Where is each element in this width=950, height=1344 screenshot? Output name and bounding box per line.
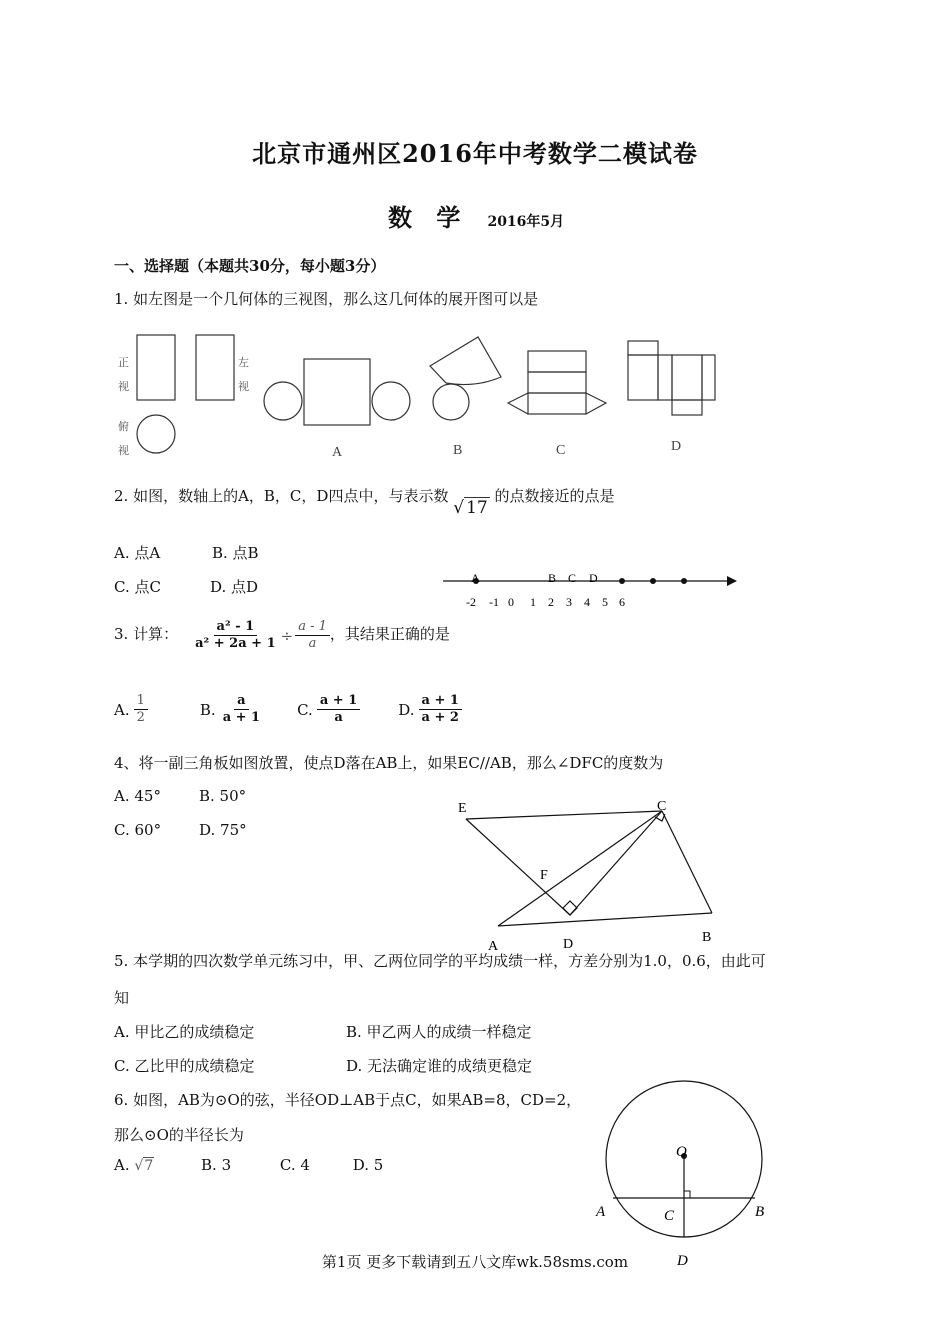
q4-option-d: D. 75° xyxy=(199,821,247,839)
q1-stem: 1. 如左图是一个几何体的三视图，那么这几何体的展开图可以是 xyxy=(114,290,539,308)
subject-heading xyxy=(388,198,564,233)
point-dot-5 xyxy=(619,578,625,584)
tick-label: 6 xyxy=(619,595,625,609)
q6-stem-line1: 6. 如图，AB为⊙O的弦，半径OD⊥AB于点C，如果AB=8，CD=2， xyxy=(114,1091,582,1109)
label-c: C xyxy=(657,799,667,814)
option-d-net xyxy=(628,341,715,415)
option-a-net xyxy=(264,359,410,425)
q5-stem-line2: 知 xyxy=(114,989,130,1007)
label-b: B xyxy=(755,1204,765,1220)
q2-stem-pre: 2. 如图，数轴上的A，B，C，D四点中，与表示数 xyxy=(114,487,449,505)
label-o: O xyxy=(676,1144,687,1160)
segment-ec xyxy=(466,811,662,819)
exam-date: 2016年5月 xyxy=(487,214,565,230)
tick-label: 3 xyxy=(566,595,572,609)
q3-stem xyxy=(114,620,450,652)
label-c: C xyxy=(664,1208,675,1224)
q4-option-a: A. 45° xyxy=(114,787,161,805)
q2-option-c: C. 点C xyxy=(114,578,161,596)
q2-option-b: B. 点B xyxy=(212,544,259,562)
option-b-net xyxy=(430,337,501,420)
q2-number-line xyxy=(440,565,740,615)
q3-div-sign: ÷ xyxy=(280,626,294,645)
tick-label: 1 xyxy=(530,595,536,609)
segment-cd xyxy=(570,811,662,915)
label-f: F xyxy=(540,868,548,883)
segment-cb xyxy=(662,811,712,913)
q2-option-a: A. 点A xyxy=(114,544,161,562)
view-top-char2: 视 xyxy=(118,445,129,457)
q4-option-b: B. 50° xyxy=(199,787,247,805)
q3-option-c-den: a xyxy=(334,710,343,726)
q3-option-a-num: 1 xyxy=(134,694,148,710)
q3-option-c-num: a + 1 xyxy=(317,694,360,710)
q1-figures xyxy=(110,330,730,465)
right-angle-d xyxy=(563,901,577,915)
q2-sqrt: √ 17 xyxy=(453,498,488,518)
label-a: A xyxy=(488,939,499,954)
footer-text: 第1页 更多下载请到五八文库wk.58sms.com xyxy=(321,1253,629,1271)
q3-frac1-num: a² - 1 xyxy=(214,620,258,636)
q3-option-c-frac xyxy=(317,694,360,726)
point-dot-7 xyxy=(681,578,687,584)
axis-letter-c: C xyxy=(568,571,577,585)
view-left-char1: 左 xyxy=(238,357,249,369)
tick-label: 5 xyxy=(602,595,608,609)
q6-stem-line2: 那么⊙O的半径长为 xyxy=(114,1126,244,1144)
view-top-char1: 俯 xyxy=(118,421,129,433)
segment-ed xyxy=(466,819,570,915)
q2-radicand: 17 xyxy=(466,498,488,518)
q6-option-b: B. 3 xyxy=(201,1156,232,1174)
q3-options xyxy=(114,694,462,726)
q2-option-d: D. 点D xyxy=(210,578,259,596)
q3-fraction-1 xyxy=(192,620,279,652)
q2-stem-post: 的点数接近的点是 xyxy=(494,487,615,505)
label-b: B xyxy=(702,930,712,945)
view-left-char2: 视 xyxy=(238,381,249,393)
q3-frac1-den: a² + 2a + 1 xyxy=(195,636,276,652)
q3-option-d-label: D. xyxy=(398,700,415,719)
axis-arrow xyxy=(727,576,737,586)
q3-option-b-frac xyxy=(220,694,263,726)
option-c-label: C xyxy=(556,443,566,458)
tick-label: -1 xyxy=(489,595,499,609)
option-a-label: A xyxy=(332,445,343,460)
q3-option-a-label: A. xyxy=(114,700,130,719)
q4-stem: 4、将一副三角板如图放置，使点D落在AB上，如果EC//AB，那么∠DFC的度数为 xyxy=(114,754,664,772)
option-b-label: B xyxy=(453,443,463,458)
label-e: E xyxy=(458,801,467,816)
q3-option-b-den: a + 1 xyxy=(222,710,261,726)
axis-letter-a: A xyxy=(471,571,480,585)
view-front-char2: 视 xyxy=(118,381,129,393)
q2-stem xyxy=(114,485,615,518)
q3-option-b-label: B. xyxy=(199,700,216,719)
q3-option-c-label: C. xyxy=(297,700,313,719)
q4-triangle-figure xyxy=(450,790,730,955)
q5-stem-line1: 5. 本学期的四次数学单元练习中，甲、乙两位同学的平均成绩一样，方差分别为1.0，0.6，由此可 xyxy=(114,952,766,970)
q3-fraction-2 xyxy=(295,620,330,652)
q5-option-d: D. 无法确定谁的成绩更稳定 xyxy=(346,1057,533,1075)
q3-option-b-num: a xyxy=(234,694,248,710)
tick-label: 0 xyxy=(508,595,514,609)
top-view-circle xyxy=(137,415,175,453)
q6-option-a-sqrt: √7 xyxy=(134,1158,154,1174)
front-view-rect xyxy=(137,335,175,400)
q6-option-c: C. 4 xyxy=(279,1156,310,1174)
q3-option-d-den: a + 2 xyxy=(421,710,459,726)
q1-three-views xyxy=(137,335,234,453)
tick-label: 4 xyxy=(584,595,590,609)
point-dot-6 xyxy=(650,578,656,584)
page-title: 北京市通州区2016年中考数学二模试卷 xyxy=(252,139,698,168)
segment-ac xyxy=(498,811,662,926)
q6-options xyxy=(114,1156,383,1174)
q5-option-a: A. 甲比乙的成绩稳定 xyxy=(114,1023,255,1041)
q6-option-d: D. 5 xyxy=(352,1156,384,1174)
q6-circle-figure xyxy=(590,1080,780,1275)
q6-option-a-label: A. xyxy=(114,1156,130,1174)
tick-label: -2 xyxy=(466,595,476,609)
axis-letter-d: D xyxy=(589,571,598,585)
label-a: A xyxy=(596,1204,606,1220)
axis-letter-b: B xyxy=(548,571,557,585)
q3-stem-post: ，其结果正确的是 xyxy=(329,625,450,643)
view-front-char1: 正 xyxy=(118,357,129,369)
q3-label: 3. 计算： xyxy=(114,625,179,643)
right-angle-c xyxy=(684,1191,690,1198)
q3-option-d-num: a + 1 xyxy=(419,694,462,710)
q3-frac2-num: a - 1 xyxy=(295,620,330,636)
label-d: D xyxy=(563,937,574,952)
option-d-label: D xyxy=(671,439,682,454)
section-heading: 一、选择题（本题共30分，每小题3分） xyxy=(114,257,386,275)
q5-option-c: C. 乙比甲的成绩稳定 xyxy=(114,1057,255,1075)
q3-option-a-frac xyxy=(134,694,148,726)
option-c-net xyxy=(508,351,606,414)
q3-frac2-den: a xyxy=(308,636,317,652)
q5-option-b: B. 甲乙两人的成绩一样稳定 xyxy=(346,1023,532,1041)
left-view-rect xyxy=(196,335,234,400)
tick-label: 2 xyxy=(548,595,554,609)
q4-option-c: C. 60° xyxy=(114,821,162,839)
subject-label: 数 学 xyxy=(388,203,469,232)
label-d: D xyxy=(677,1253,688,1269)
q6-option-a-radicand: 7 xyxy=(144,1158,154,1174)
q3-option-a-den: 2 xyxy=(136,710,145,726)
segment-ab xyxy=(498,913,712,926)
q3-option-d-frac xyxy=(419,694,462,726)
